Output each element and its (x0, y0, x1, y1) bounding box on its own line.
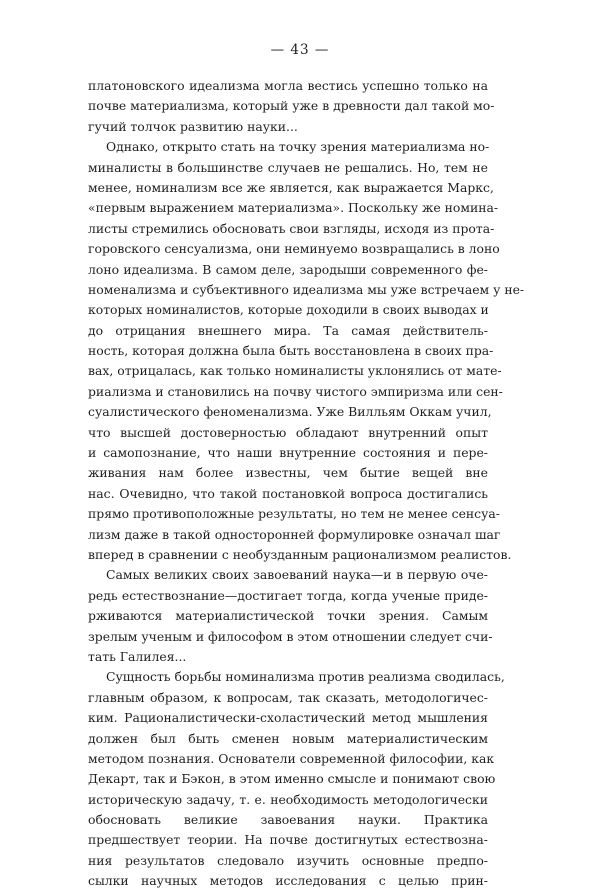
text-line: зрелым ученым и философом в этом отношении следует счи- (88, 628, 493, 644)
text-line: Однако, открыто стать на точку зрения материализма но- (106, 139, 490, 155)
text-line: что высшей достоверностью обладают внутренний опыт (88, 424, 488, 440)
page-number: — 43 — (270, 42, 330, 58)
text-line: горовского сенсуализма, они неминуемо возвращались в лоно (88, 241, 500, 257)
text-line: ким. Рационалистически-схоластический метод мышления (88, 710, 488, 726)
text-line: предшествует теории. На почве достигнутых естествозна- (88, 832, 488, 848)
text-line: сылки научных методов исследования с целью прин- (88, 873, 488, 889)
text-line: лоно идеализма. В самом деле, зародыши современного фе- (88, 261, 488, 277)
text-line: риализма и становились на почву чистого эмпиризма или сен- (88, 383, 503, 399)
text-line: главным образом, к вопросам, так сказать, методологичес- (88, 689, 488, 705)
text-line: нас. Очевидно, что такой постановкой вопроса достигались (88, 485, 488, 501)
text-line: редь естествознание—достигает тогда, когда ученые приде- (88, 587, 488, 603)
text-line: Самых великих своих завоеваний наука—и в первую оче- (106, 567, 488, 583)
page-text-body (88, 76, 525, 892)
text-line: почве материализма, который уже в древности дал такой мо- (88, 98, 495, 114)
text-line: историческую задачу, т. е. необходимость методологически (88, 791, 488, 807)
text-line: миналисты в большинстве случаев не решались. Но, тем не (88, 159, 488, 175)
text-line: лизм даже в такой односторонней формулировке означал шаг (88, 526, 501, 542)
text-line: должен был быть сменен новым материалистическим (88, 730, 488, 746)
text-line: номенализма и субъективного идеализма мы уже встречаем у не- (88, 281, 525, 297)
text-line: суалистического феноменализма. Уже Вилльям Оккам учил, (88, 404, 492, 420)
text-line: платоновского идеализма могла вестись успешно только на (88, 78, 488, 93)
text-line: листы стремились обосновать свои взгляды, исходя из прота- (88, 220, 495, 236)
text-line: рживаются материалистической точки зрения. Самым (88, 608, 488, 624)
text-line: обосновать великие завоевания науки. Практика (88, 812, 488, 828)
text-line: прямо противоположные результаты, но тем не менее сенсуа- (88, 506, 500, 522)
text-line: и самопознание, что наши внутренние состояния и пере- (88, 445, 488, 461)
text-line: методом познания. Основатели современной философии, как (88, 750, 495, 766)
text-line: гучий толчок развитию науки... (88, 118, 298, 134)
text-line: живания нам более известны, чем бытие вещей вне (88, 465, 488, 481)
text-line: «первым выражением материализма». Поскольку же номина- (88, 200, 499, 216)
text-line: ния результатов следовало изучить основные предпо- (88, 852, 488, 868)
text-line: которых номиналистов, которые доходили в своих выводах и (88, 302, 489, 318)
text-line: Сущность борьбы номинализма против реализма сводилась, (106, 669, 505, 685)
text-line: вах, отрицалась, как только номиналисты уклонялись от мате- (88, 363, 502, 379)
text-line: менее, номинализм все же является, как выражается Маркс, (88, 179, 494, 195)
text-line: ность, которая должна была быть восстановлена в своих пра- (88, 343, 494, 359)
text-line: тать Галилея... (88, 648, 187, 664)
text-line: вперед в сравнении с необузданным рационализмом реалистов. (88, 546, 512, 562)
text-line: Декарт, так и Бэкон, в этом именно смысле и понимают свою (88, 771, 496, 787)
text-line: до отрицания внешнего мира. Та самая действитель- (88, 322, 488, 338)
